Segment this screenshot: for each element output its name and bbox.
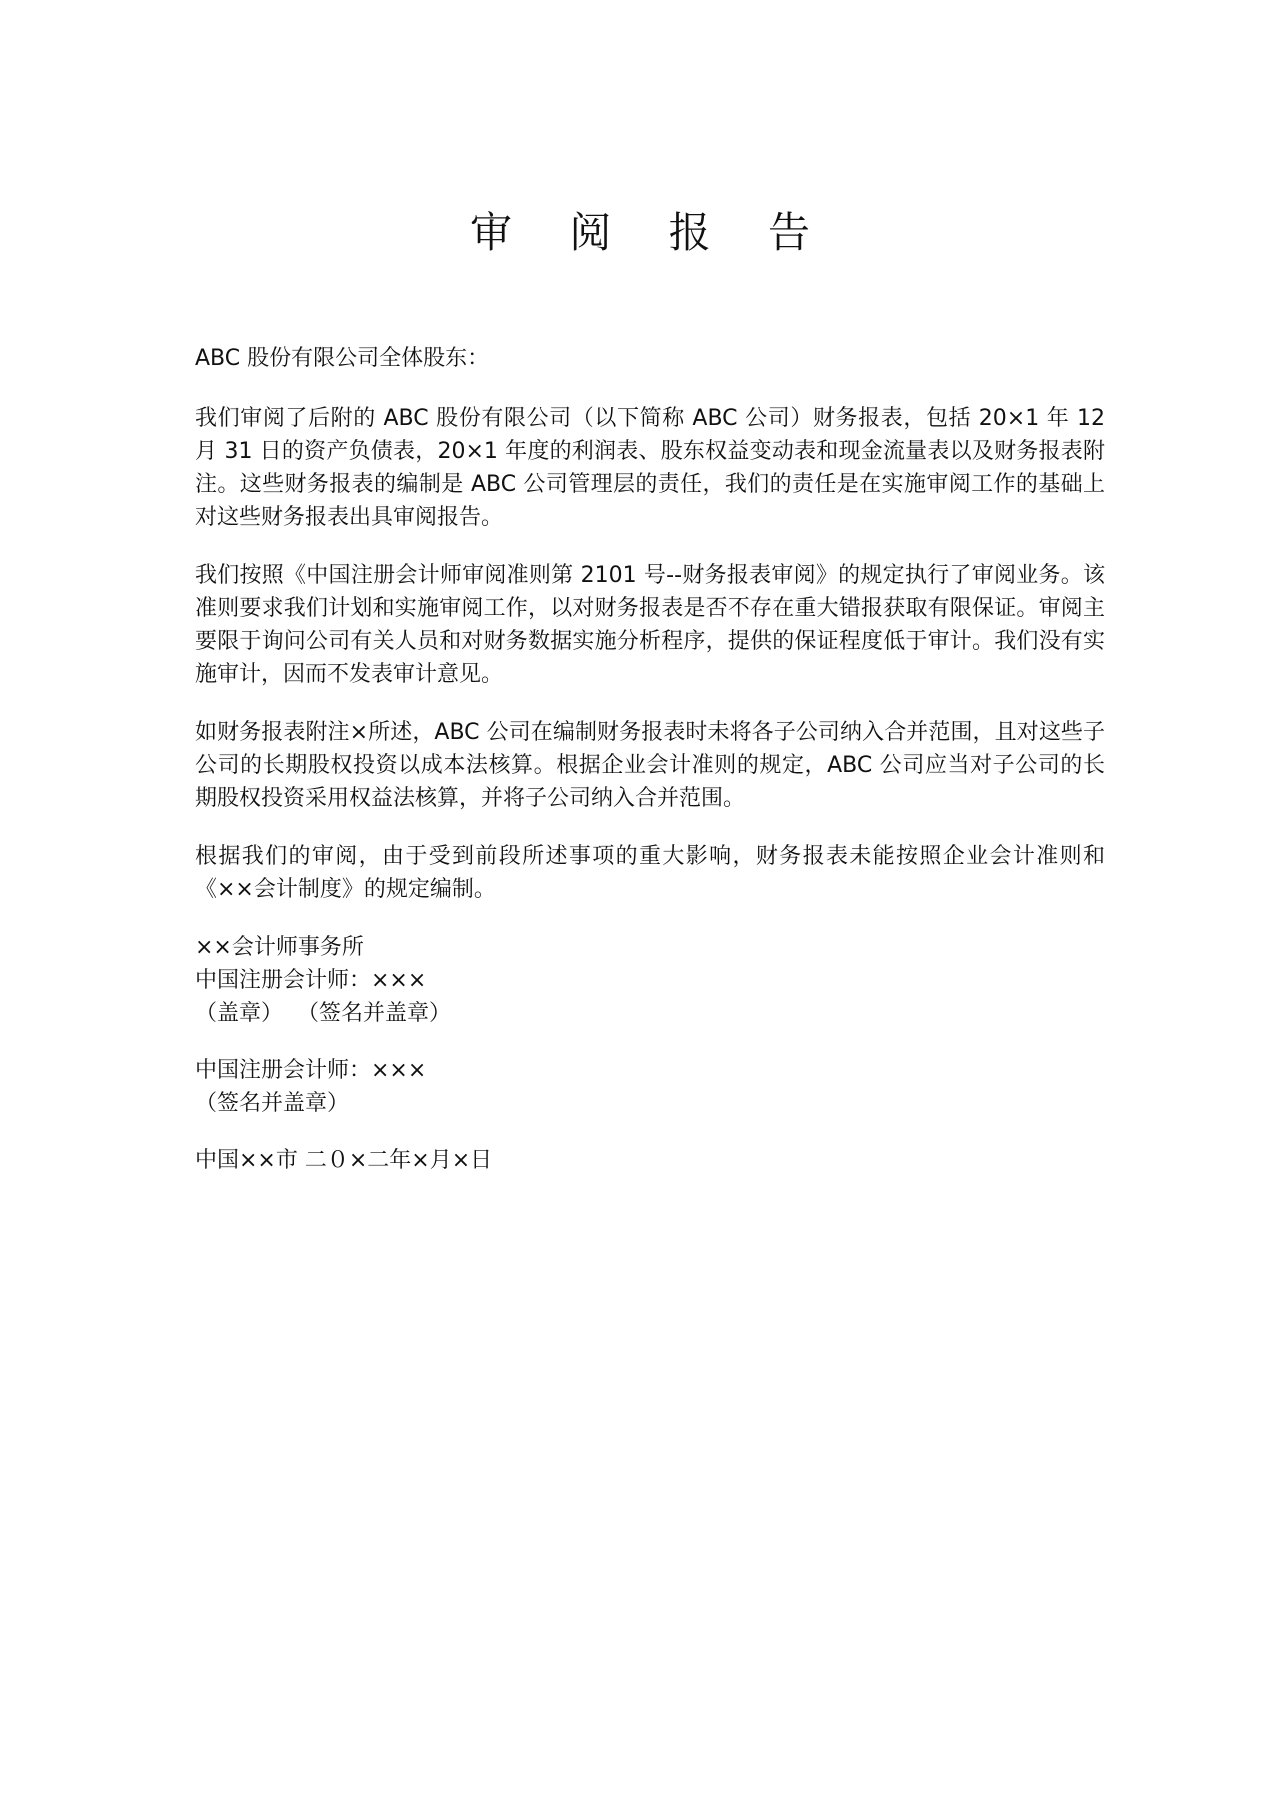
paragraph-matter: 如财务报表附注×所述，ABC 公司在编制财务报表时未将各子公司纳入合并范围，且对这些子公司的长期股权投资以成本法核算。根据企业会计准则的规定，ABC 公司应当对子公司的长期股权投资采用权益法核算，并将子公司纳入合并范围。 <box>195 720 1105 811</box>
page-title: 审 阅 报 告 <box>469 208 833 257</box>
paragraph-conclusion: 根据我们的审阅，由于受到前段所述事项的重大影响，财务报表未能按照企业会计准则和《××会计制度》的规定编制。 <box>195 844 1105 902</box>
paragraph-standard: 我们按照《中国注册会计师审阅准则第 2101 号--财务报表审阅》的规定执行了审阅业务。该准则要求我们计划和实施审阅工作，以对财务报表是否不存在重大错报获取有限保证。审阅主要限于询问公司有关人员和对财务数据实施分析程序，提供的保证程度低于审计。我们没有实施审计，因而不发表审计意见。 <box>195 563 1105 687</box>
cpa-2-name: 中国注册会计师：××× <box>195 1058 427 1083</box>
signature-block-firm <box>195 931 1105 1030</box>
place-and-date: 中国××市 二０×二年×月×日 <box>195 1148 493 1173</box>
report-body <box>195 342 1105 1177</box>
salutation: ABC 股份有限公司全体股东： <box>195 346 490 371</box>
cpa-2-seal-note: （签名并盖章） <box>195 1091 350 1116</box>
cpa-1-name: 中国注册会计师：××× <box>195 968 427 993</box>
signature-block-cpa-2 <box>195 1054 1105 1120</box>
firm-name: ××会计师事务所 <box>195 935 364 960</box>
cpa-1-seal-note: （盖章） （签名并盖章） <box>195 1001 451 1026</box>
paragraph-scope: 我们审阅了后附的 ABC 股份有限公司（以下简称 ABC 公司）财务报表，包括 20×1 年 12 月 31 日的资产负债表，20×1 年度的利润表、股东权益变动表和现金流量表以及财务报表附注。这些财务报表的编制是 ABC 公司管理层的责任，我们的责任是在实施审阅工作的基础上对这些财务报表出具审阅报告。 <box>195 406 1105 530</box>
